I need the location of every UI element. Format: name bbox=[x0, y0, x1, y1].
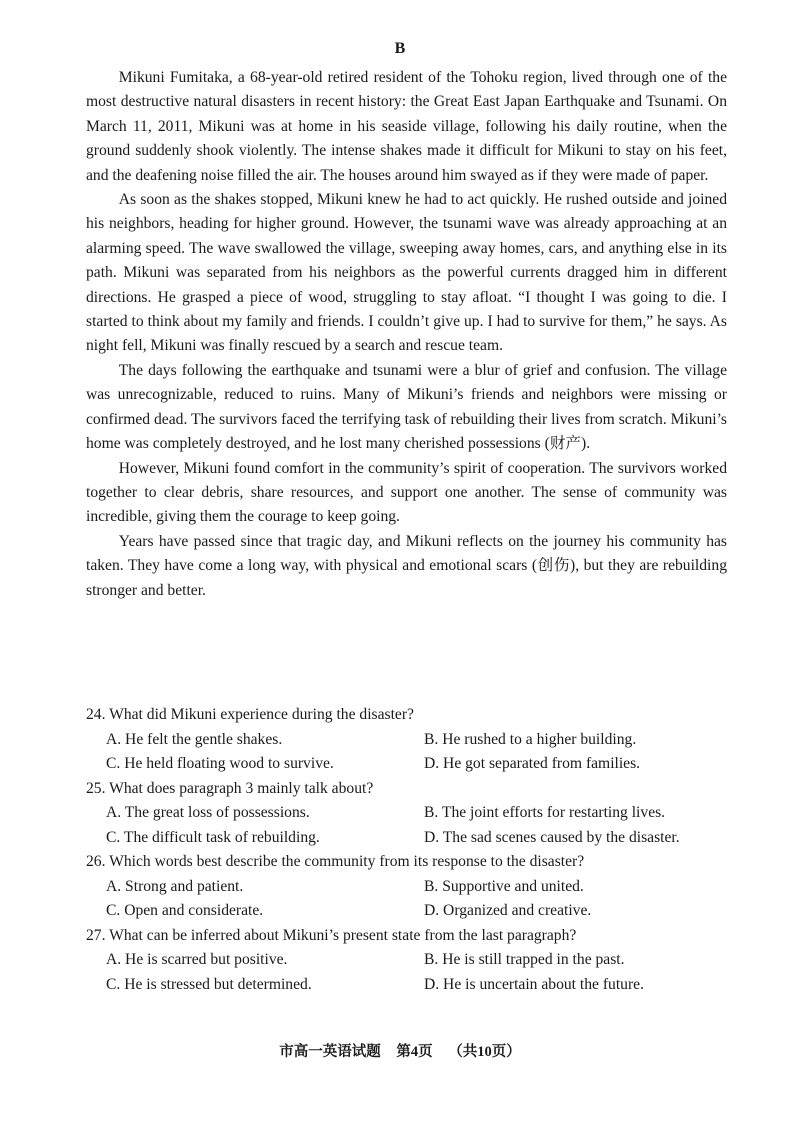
paragraph-3: The days following the earthquake and tsunami were a blur of grief and confusion. The village was unrecognizable, reduced to ruins. Many of Mikuni’s friends and neighbors were missing or confirmed dead. The survivors faced the terrifying task of rebuilding their lives from scratch. Mikuni’s home was completely destroyed, and he lost many cherished possessions (财产). bbox=[86, 361, 727, 453]
option-a: A. The great loss of possessions. bbox=[106, 804, 310, 821]
question-26 bbox=[86, 850, 736, 924]
option-d: D. Organized and creative. bbox=[424, 902, 592, 919]
exam-title: 市高一英语试题 bbox=[279, 1044, 381, 1060]
page-number: 第4页 bbox=[396, 1044, 433, 1060]
option-c: C. The difficult task of rebuilding. bbox=[106, 828, 320, 846]
question-stem: 27. What can be inferred about Mikuni’s present state from the last paragraph? bbox=[86, 926, 577, 944]
option-a: A. He is scarred but positive. bbox=[106, 951, 288, 968]
option-c: C. He held floating wood to survive. bbox=[106, 755, 334, 772]
option-c: C. Open and considerate. bbox=[106, 902, 264, 919]
option-a: A. Strong and patient. bbox=[106, 877, 244, 895]
question-27 bbox=[86, 924, 736, 998]
option-a: A. He felt the gentle shakes. bbox=[106, 730, 283, 748]
paragraph-4: However, Mikuni found comfort in the community’s spirit of cooperation. The survivors worked together to clear debris, share resources, and support one another. The sense of community was incredible, giving them the courage to keep going. bbox=[86, 459, 727, 526]
option-c: C. He is stressed but determined. bbox=[106, 975, 312, 993]
paragraph-1: Mikuni Fumitaka, a 68-year-old retired resident of the Tohoku region, lived through one of the most destructive natural disasters in recent history: the Great East Japan Earthquake and Tsunami. On March 11, 2011, Mikuni was at home in his seaside village, following his daily routine, when the ground suddenly shook violently. The intense shakes made it difficult for Mikuni to stay on his feet, and the deafening noise filled the air. The houses around him swayed as if they were made of paper. bbox=[86, 69, 727, 184]
question-list bbox=[86, 703, 736, 997]
paragraph-2: As soon as the shakes stopped, Mikuni knew he had to act quickly. He rushed outside and joined his neighbors, heading for higher ground. However, the tsunami wave was already approaching at an alarming speed. The wave swallowed the village, sweeping away homes, cars, and anything else in its path. Mikuni was separated from his neighbors as the powerful currents dragged him in different directions. He grasped a piece of wood, struggling to stay afloat. “I thought I was going to die. I started to think about my family and friends. I couldn’t give up. I had to survive for them,” he says. As night fell, Mikuni was finally rescued by a search and rescue team. bbox=[86, 191, 727, 355]
option-b: B. He rushed to a higher building. bbox=[424, 730, 637, 748]
question-stem: 24. What did Mikuni experience during the disaster? bbox=[86, 706, 414, 723]
reading-passage bbox=[86, 66, 727, 603]
page-total: （共10页） bbox=[448, 1044, 521, 1060]
question-stem: 26. Which words best describe the community from its response to the disaster? bbox=[86, 853, 585, 870]
option-d: D. He is uncertain about the future. bbox=[424, 975, 644, 993]
question-stem: 25. What does paragraph 3 mainly talk about? bbox=[86, 779, 374, 797]
paragraph-5: Years have passed since that tragic day, and Mikuni reflects on the journey his community has taken. They have come a long way, with physical and emotional scars (创伤), but they are rebuilding stronger and better. bbox=[86, 532, 727, 599]
page-footer bbox=[0, 1040, 800, 1061]
section-title: B bbox=[394, 40, 406, 57]
option-b: B. Supportive and united. bbox=[424, 877, 584, 895]
option-b: B. The joint efforts for restarting lives. bbox=[424, 804, 666, 821]
question-25 bbox=[86, 777, 736, 851]
option-d: D. He got separated from families. bbox=[424, 755, 641, 772]
question-24 bbox=[86, 703, 736, 777]
option-b: B. He is still trapped in the past. bbox=[424, 951, 625, 968]
option-d: D. The sad scenes caused by the disaster. bbox=[424, 828, 680, 846]
